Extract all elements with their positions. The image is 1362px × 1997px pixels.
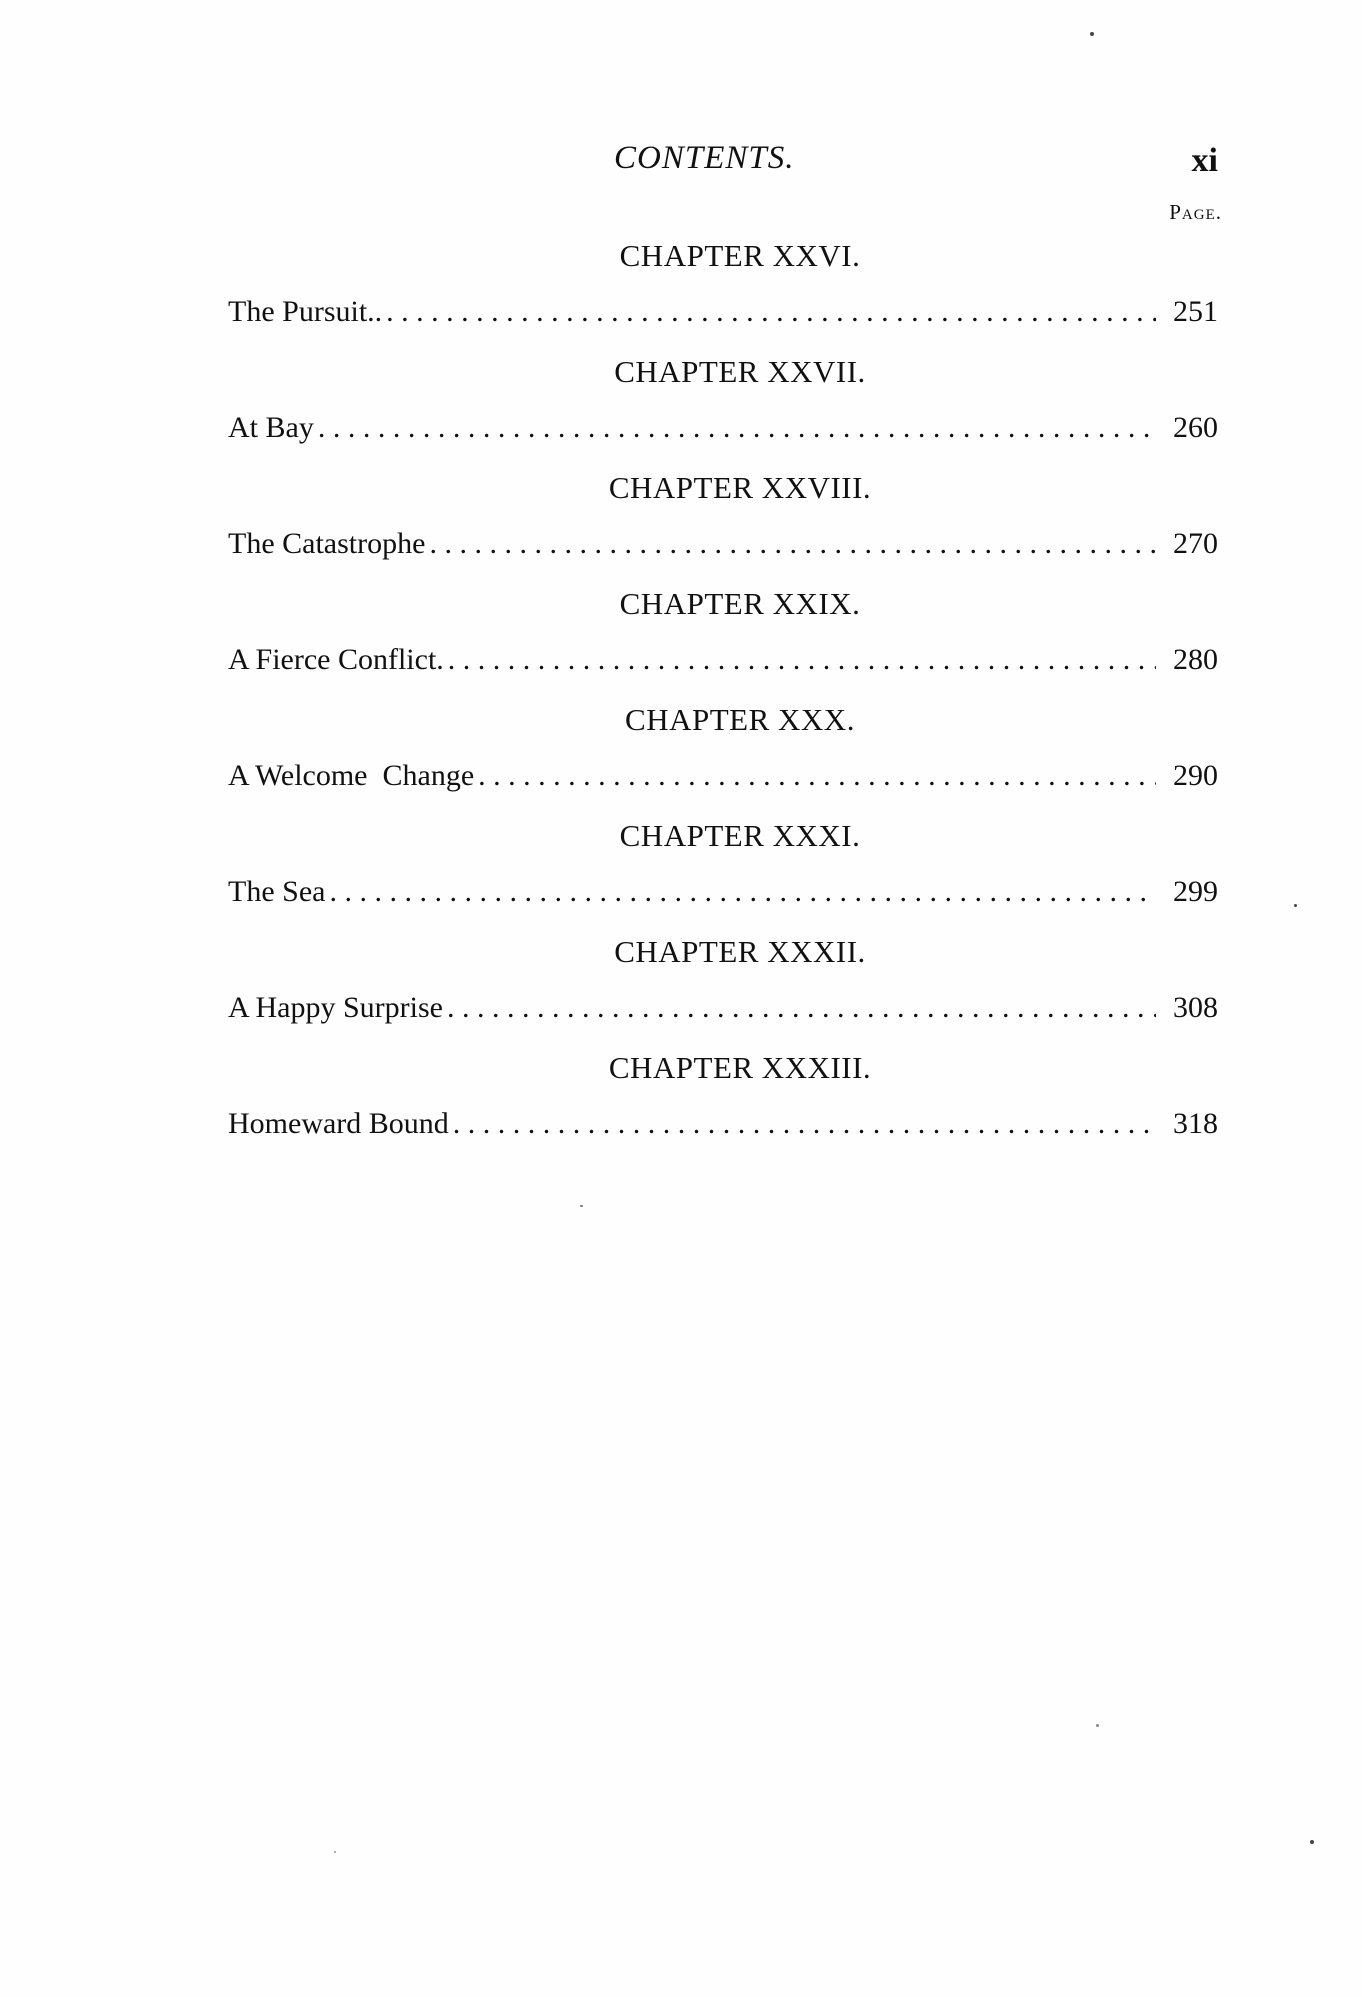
- page-number: 270: [1173, 527, 1218, 560]
- toc-chapter: [228, 692, 1218, 808]
- toc-entry: [228, 284, 1218, 340]
- chapter-title: The Pursuit..: [228, 295, 383, 328]
- scan-speck: [1294, 904, 1297, 907]
- toc-chapter: [228, 808, 1218, 924]
- chapter-heading: CHAPTER XXX.: [625, 702, 855, 737]
- dot-leader: [447, 980, 1156, 1036]
- page-number: 299: [1173, 875, 1218, 908]
- chapter-title: A Happy Surprise: [228, 991, 443, 1024]
- chapter-heading: CHAPTER XXVI.: [619, 238, 861, 273]
- page-number: 308: [1173, 991, 1218, 1024]
- scan-speck: [1090, 32, 1094, 36]
- chapter-title: The Catastrophe: [228, 527, 426, 560]
- dot-leader: [429, 516, 1156, 572]
- scan-speck: [334, 1851, 336, 1853]
- toc-entry: [228, 980, 1218, 1036]
- scan-speck: [580, 1205, 583, 1207]
- chapter-heading: CHAPTER XXVIII.: [608, 470, 872, 505]
- running-title: CONTENTS.: [614, 140, 795, 176]
- page-number: 251: [1173, 295, 1218, 328]
- toc-chapter: [228, 344, 1218, 460]
- page-number: 318: [1173, 1107, 1218, 1140]
- toc-entry: [228, 516, 1218, 572]
- toc-entry: [228, 748, 1218, 804]
- dot-leader: [478, 748, 1156, 804]
- chapter-heading: CHAPTER XXXII.: [614, 934, 866, 969]
- page-number: 260: [1173, 411, 1218, 444]
- chapter-title: A Welcome Change: [228, 759, 475, 792]
- chapter-title: At Bay: [228, 411, 314, 444]
- toc-entry: [228, 400, 1218, 456]
- page-number: 280: [1173, 643, 1218, 676]
- chapter-heading: CHAPTER XXVII.: [614, 354, 866, 389]
- toc-chapter: [228, 924, 1218, 1040]
- chapter-heading: CHAPTER XXXI.: [619, 818, 861, 853]
- dot-leader: [453, 1096, 1156, 1152]
- scan-speck: [1310, 1840, 1314, 1844]
- scan-speck: [1096, 1724, 1099, 1727]
- toc-entry: [228, 632, 1218, 688]
- page-number: 290: [1173, 759, 1218, 792]
- chapter-heading: CHAPTER XXXIII.: [608, 1050, 872, 1085]
- chapter-title: Homeward Bound: [228, 1107, 449, 1140]
- toc-chapter: [228, 228, 1218, 344]
- chapter-title: A Fierce Conflict.: [228, 643, 444, 676]
- chapter-heading: CHAPTER XXIX.: [619, 586, 861, 621]
- toc-chapter: [228, 1040, 1218, 1156]
- dot-leader: [318, 400, 1156, 456]
- running-head: [0, 140, 1362, 190]
- page-folio: xi: [1191, 142, 1218, 179]
- table-of-contents: [228, 228, 1218, 1156]
- dot-leader: [448, 632, 1156, 688]
- toc-chapter: [228, 460, 1218, 576]
- toc-entry: [228, 864, 1218, 920]
- toc-chapter: [228, 576, 1218, 692]
- dot-leader: [386, 284, 1156, 340]
- chapter-title: The Sea: [228, 875, 326, 908]
- toc-entry: [228, 1096, 1218, 1152]
- page-column-label: Page.: [1169, 200, 1222, 224]
- dot-leader: [329, 864, 1156, 920]
